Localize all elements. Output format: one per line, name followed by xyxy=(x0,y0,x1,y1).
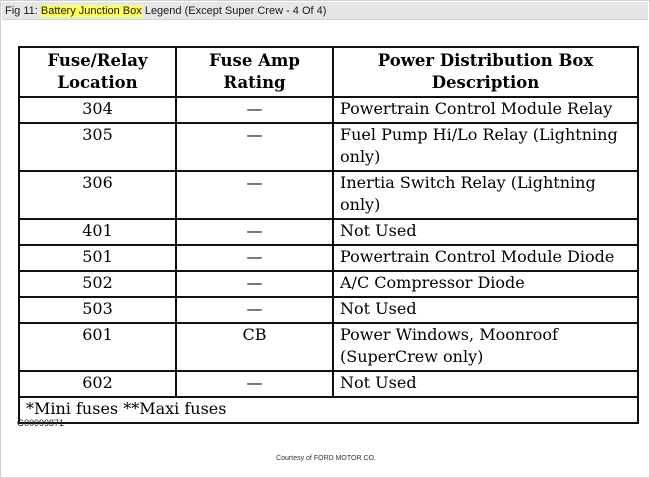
table-row xyxy=(19,245,638,271)
courtesy-credit: Courtesy of FORD MOTOR CO. xyxy=(276,455,376,462)
rating-cell: — xyxy=(176,271,333,297)
location-cell: 304 xyxy=(19,97,176,123)
table-row xyxy=(19,219,638,245)
table-row xyxy=(19,371,638,397)
rating-cell: — xyxy=(176,123,333,171)
description-cell: Not Used xyxy=(333,297,638,323)
table-row xyxy=(19,123,638,171)
description-cell: Powertrain Control Module Diode xyxy=(333,245,638,271)
rating-cell: — xyxy=(176,171,333,219)
column-header-description: Power Distribution Box Description xyxy=(333,47,638,97)
fuse-legend-table-container xyxy=(18,46,637,424)
location-cell: 502 xyxy=(19,271,176,297)
location-cell: 503 xyxy=(19,297,176,323)
footnote-cell: *Mini fuses **Maxi fuses xyxy=(19,397,638,423)
rating-cell: CB xyxy=(176,323,333,371)
rating-cell: — xyxy=(176,297,333,323)
rating-cell: — xyxy=(176,245,333,271)
description-cell: Not Used xyxy=(333,371,638,397)
figure-code: G00099871 xyxy=(17,418,65,428)
rating-cell: — xyxy=(176,219,333,245)
table-row xyxy=(19,271,638,297)
description-cell: Fuel Pump Hi/Lo Relay (Lightning only) xyxy=(333,123,638,171)
table-row xyxy=(19,323,638,371)
location-cell: 501 xyxy=(19,245,176,271)
caption-suffix: Legend (Except Super Crew - 4 Of 4) xyxy=(141,5,327,17)
column-header-location: Fuse/Relay Location xyxy=(19,47,176,97)
location-cell: 305 xyxy=(19,123,176,171)
table-row xyxy=(19,171,638,219)
description-cell: Not Used xyxy=(333,219,638,245)
caption-prefix: Fig 11: xyxy=(5,5,41,17)
location-cell: 602 xyxy=(19,371,176,397)
table-row xyxy=(19,297,638,323)
location-cell: 401 xyxy=(19,219,176,245)
table-header-row xyxy=(19,47,638,97)
table-footnote-row xyxy=(19,397,638,423)
column-header-rating: Fuse Amp Rating xyxy=(176,47,333,97)
caption-highlight: Battery Junction Box xyxy=(40,5,142,17)
location-cell: 601 xyxy=(19,323,176,371)
table-row xyxy=(19,97,638,123)
description-cell: Power Windows, Moonroof (SuperCrew only) xyxy=(333,323,638,371)
description-cell: Inertia Switch Relay (Lightning only) xyxy=(333,171,638,219)
description-cell: A/C Compressor Diode xyxy=(333,271,638,297)
fuse-legend-table xyxy=(18,46,639,424)
location-cell: 306 xyxy=(19,171,176,219)
rating-cell: — xyxy=(176,371,333,397)
description-cell: Powertrain Control Module Relay xyxy=(333,97,638,123)
figure-caption-bar xyxy=(2,2,648,20)
rating-cell: — xyxy=(176,97,333,123)
